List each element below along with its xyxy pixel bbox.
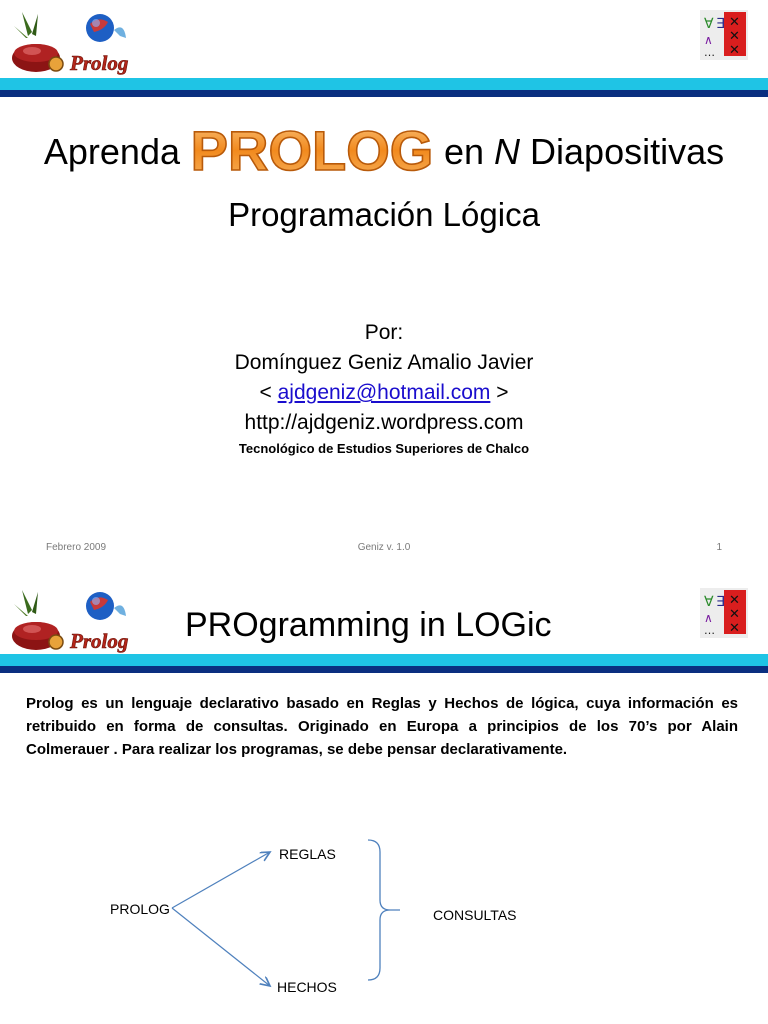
logo-text: Prolog [70,51,129,75]
title-highlight: PROLOG [190,120,434,180]
slide-title: PROgramming in LOGic [185,606,552,644]
diagram-consultas-label: CONSULTAS [433,907,517,923]
svg-text:∀: ∀ [704,594,714,610]
svg-text:…: … [704,624,715,637]
prolog-diagram [0,796,768,1024]
logic-symbols-icon [700,10,748,60]
svg-text:∀: ∀ [704,16,714,32]
prolog-logo-icon [8,586,142,654]
by-label: Por: [364,321,404,344]
svg-text:✕: ✕ [729,29,740,44]
email-link[interactable]: ajdgeniz@hotmail.com [277,381,491,404]
title-prolog-wordart [190,120,434,189]
slide-subtitle: Programación Lógica [228,196,540,233]
arrow-to-reglas [172,852,270,908]
svg-text:∧: ∧ [704,33,713,47]
diagram-reglas-label: REGLAS [279,846,336,862]
slide-2 [0,576,768,1024]
email-bracket-open: < [259,381,278,404]
svg-text:✕: ✕ [729,621,740,636]
intro-paragraph: Prolog es un lenguaje declarativo basado en Reglas y Hechos de lógica, cuya información es retribuido en forma de consultas. Originado en Europa a principios de los 70’s por Alain Colmerauer . Para realizar los programas, se debe pensar declarativamente. [26,695,738,758]
svg-text:∧: ∧ [704,611,713,625]
footer-version: Geniz v. 1.0 [357,542,411,553]
logic-symbols-icon [700,588,748,638]
prolog-logo-icon [8,8,142,76]
svg-text:✕: ✕ [729,607,740,622]
svg-text:✕: ✕ [729,593,740,608]
author-block [0,318,768,460]
footer-date: Febrero 2009 [46,542,107,553]
website-text: http://ajdgeniz.wordpress.com [244,411,524,434]
diagram-root-label: PROLOG [110,901,170,917]
header-divider [0,654,768,676]
svg-text:…: … [704,46,715,59]
logo-text: Prolog [70,629,129,653]
author-name: Domínguez Geniz Amalio Javier [234,351,534,374]
email-line [0,378,768,408]
title-italic: N [494,131,521,172]
svg-text:∃: ∃ [716,16,725,32]
title-suffix: Diapositivas [520,131,725,172]
right-brace [368,840,400,980]
header-divider [0,78,768,100]
diagram-hechos-label: HECHOS [277,979,337,995]
title-prefix: Aprenda [43,131,190,172]
arrow-to-hechos [172,908,270,986]
svg-text:✕: ✕ [729,43,740,58]
email-bracket-close: > [490,381,509,404]
svg-text:✕: ✕ [729,15,740,30]
slide-title [0,120,768,189]
institution-text: Tecnológico de Estudios Superiores de Chalco [238,441,530,456]
svg-text:∃: ∃ [716,594,725,610]
title-middle: en [433,131,495,172]
footer-page-number: 1 [716,542,722,553]
